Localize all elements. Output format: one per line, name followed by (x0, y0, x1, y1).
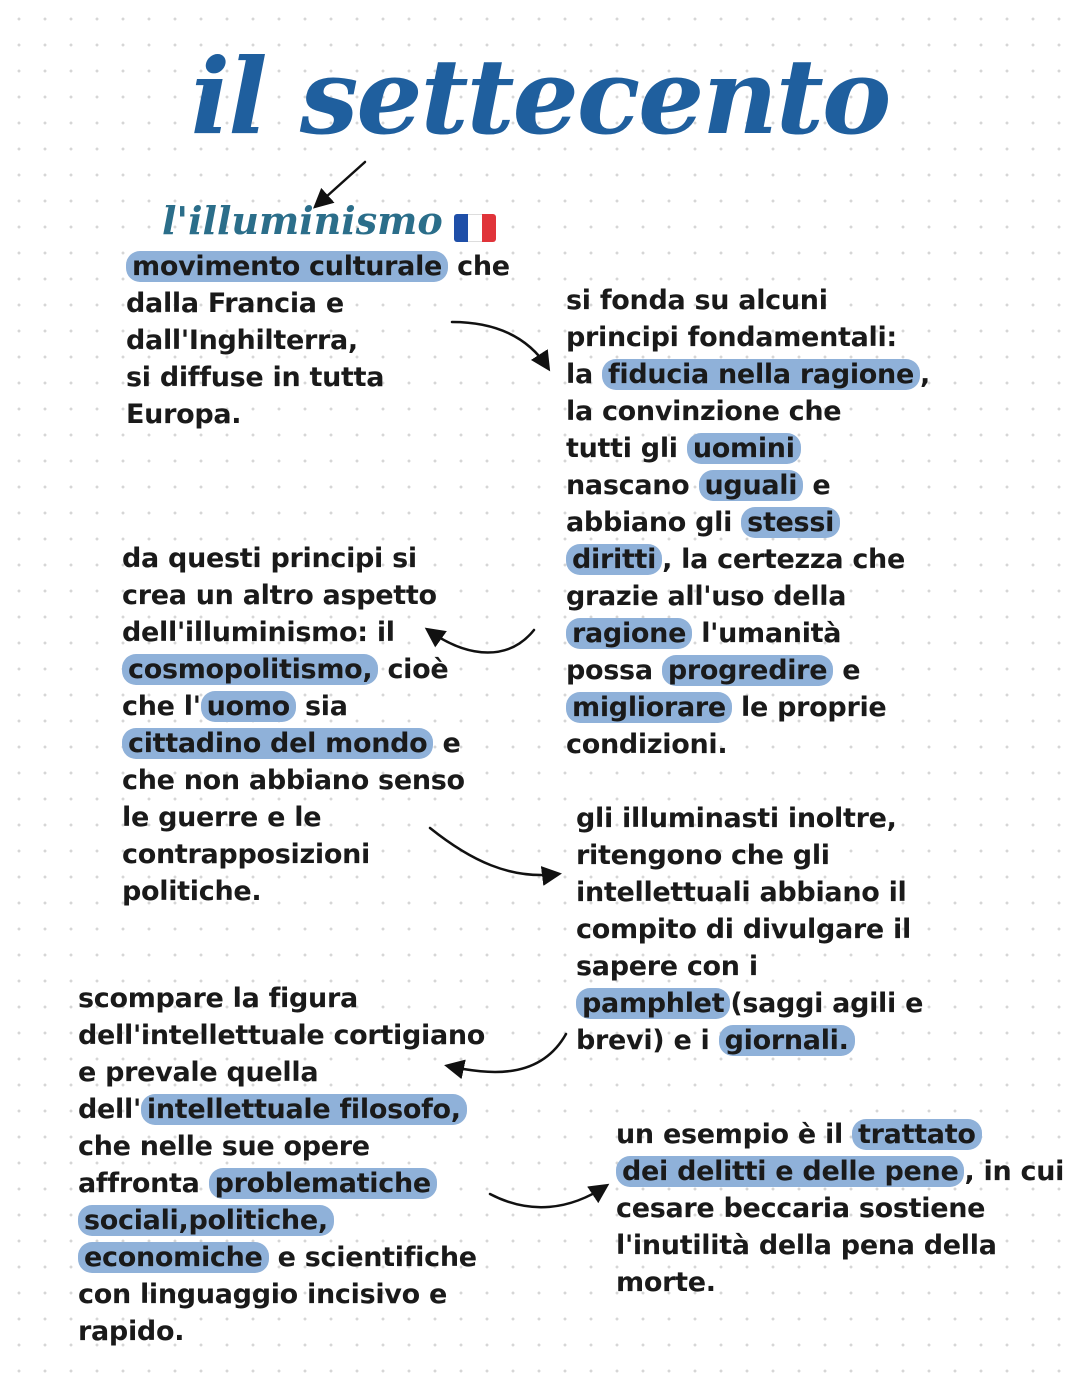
arrow-philosopher-to-example (490, 1186, 606, 1207)
text-segment: che (448, 251, 510, 282)
highlighted-text: ragione (566, 618, 692, 649)
highlighted-text: progredire (662, 655, 833, 686)
highlighted-text: migliorare (566, 692, 732, 723)
text-segment: crea un altro aspetto (122, 580, 437, 611)
highlighted-text: giornali. (719, 1025, 855, 1056)
arrow-movement-to-principles (452, 322, 548, 368)
text-segment: che l' (122, 691, 201, 722)
arrow-title-to-subtitle (316, 162, 365, 206)
text-segment: e (803, 470, 831, 501)
text-segment: contrapposizioni (122, 839, 370, 870)
text-segment: politiche. (122, 876, 262, 907)
text-segment: , (919, 359, 930, 390)
text-segment: da questi principi si (122, 543, 417, 574)
text-segment: sapere con i (576, 951, 758, 982)
highlighted-text: pamphlet (576, 988, 730, 1019)
arrow-intellectuals-to-philosopher (448, 1034, 566, 1072)
highlighted-text: movimento culturale (126, 251, 448, 282)
text-segment: intellettuali abbiano il (576, 877, 907, 908)
text-segment: , la certezza che (662, 544, 905, 575)
text-segment: l'inutilità della pena della (616, 1230, 997, 1261)
text-segment: l'umanità (692, 618, 842, 649)
text-segment: Europa. (126, 399, 242, 430)
text-segment: ritengono che gli (576, 840, 830, 871)
text-segment: dell' (78, 1094, 141, 1125)
highlighted-text: uomini (687, 433, 801, 464)
text-segment: e (833, 655, 861, 686)
text-segment: con linguaggio incisivo e (78, 1279, 447, 1310)
highlighted-text: uguali (699, 470, 804, 501)
text-segment: dall'Inghilterra, (126, 325, 358, 356)
text-segment: affronta (78, 1168, 209, 1199)
text-segment: e prevale quella (78, 1057, 319, 1088)
text-segment: che nelle sue opere (78, 1131, 370, 1162)
text-segment: morte. (616, 1267, 716, 1298)
text-segment: gli illuminasti inoltre, (576, 803, 897, 834)
page-title: il settecento (190, 35, 890, 158)
highlighted-text: intellettuale filosofo, (141, 1094, 467, 1125)
highlighted-text: stessi (741, 507, 840, 538)
text-segment: tutti gli (566, 433, 687, 464)
highlighted-text: problematiche (209, 1168, 437, 1199)
text-segment: un esempio è il (616, 1119, 853, 1150)
text-segment: (saggi agili e (730, 988, 924, 1019)
text-segment: abbiano gli (566, 507, 742, 538)
text-segment: sia (295, 691, 348, 722)
text-segment: dalla Francia e (126, 288, 344, 319)
text-segment: la (566, 359, 602, 390)
text-segment: si fonda su alcuni (566, 285, 828, 316)
highlighted-text: diritti (566, 544, 662, 575)
text-segment: principi fondamentali: (566, 322, 897, 353)
highlighted-text: economiche (78, 1242, 269, 1273)
text-segment: dell'illuminismo: il (122, 617, 395, 648)
highlighted-text: cosmopolitismo, (122, 654, 378, 685)
text-segment: compito di divulgare il (576, 914, 911, 945)
text-segment: cesare beccaria sostiene (616, 1193, 986, 1224)
arrow-principles-to-cosmopolitanism (428, 630, 534, 653)
text-segment: che non abbiano senso (122, 765, 465, 796)
highlighted-text: dei delitti e delle pene (616, 1156, 964, 1187)
text-segment: le proprie (731, 692, 887, 723)
highlighted-text: fiducia nella ragione (602, 359, 920, 390)
text-segment: si diffuse in tutta (126, 362, 385, 393)
text-segment: e scientifiche (268, 1242, 477, 1273)
text-segment: cioè (378, 654, 449, 685)
section-heading: l'illuminismo (162, 198, 443, 243)
arrow-cosmopolitanism-to-intellectuals (430, 828, 558, 875)
highlighted-text: cittadino del mondo (122, 728, 433, 759)
text-segment: grazie all'uso della (566, 581, 847, 612)
text-segment: , in cui (964, 1156, 1065, 1187)
highlighted-text: sociali,politiche, (78, 1205, 334, 1236)
text-segment: la convinzione che (566, 396, 842, 427)
highlighted-text: uomo (201, 691, 296, 722)
highlighted-text: trattato (852, 1119, 982, 1150)
text-segment: dell'intellettuale cortigiano (78, 1020, 486, 1051)
text-segment: rapido. (78, 1316, 185, 1347)
text-segment: possa (566, 655, 662, 686)
text-segment: nascano (566, 470, 699, 501)
text-segment: e (433, 728, 461, 759)
text-segment: scompare la figura (78, 983, 358, 1014)
text-segment: le guerre e le (122, 802, 322, 833)
text-segment: brevi) e i (576, 1025, 719, 1056)
text-segment: condizioni. (566, 729, 728, 760)
